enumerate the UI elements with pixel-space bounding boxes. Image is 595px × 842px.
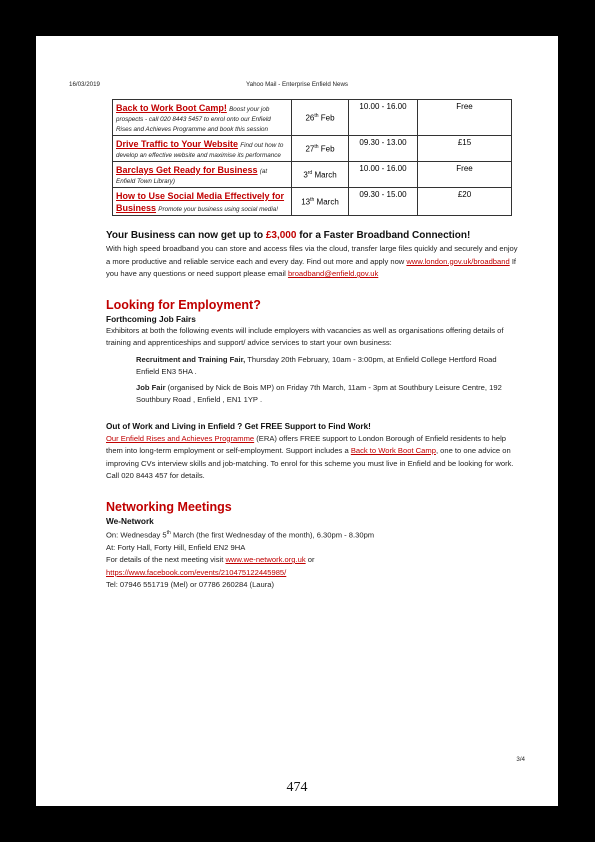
event-row xyxy=(113,188,512,216)
networking-facebook xyxy=(106,567,521,580)
event-description: (at Enfield Town Library) xyxy=(116,167,268,185)
out-of-work-body: Our Enfield Rises and Achieves Programme (ERA) offers FREE support to London Borough of Enfield residents to help them into long-term employment or self-employment. Support includes a Back to Work Boot Camp, one to one advice on improving CVs interview skills and job-matching. To enrol for this scheme you must live in Enfield and be looking for work. Call 020 8443 457 for details. xyxy=(106,433,514,480)
event-price: Free xyxy=(418,162,512,188)
event-title-link[interactable]: Back to Work Boot Camp! xyxy=(116,102,227,113)
event-title-link[interactable]: How to Use Social Media Effectively for Business xyxy=(116,190,285,213)
events-table xyxy=(112,99,512,216)
event-title-link[interactable]: Barclays Get Ready for Business xyxy=(116,164,258,175)
event-time: 09.30 - 15.00 xyxy=(349,188,418,216)
event-price: £20 xyxy=(418,188,512,216)
boot-camp-link[interactable]: Back to Work Boot Camp xyxy=(350,446,436,455)
event-time: 10.00 - 16.00 xyxy=(349,100,418,136)
broadband-heading: Your Business can now get up to £3,000 for a Faster Broadband Connection! xyxy=(106,230,471,241)
networking-venue: At: Forty Hall, Forty Hill, Enfield EN2 9HA xyxy=(106,542,246,552)
event-cell xyxy=(113,188,292,216)
event-price: £15 xyxy=(418,136,512,162)
networking-details: For details of the next meeting visit www.we-network.org.uk or xyxy=(106,555,315,565)
event-cell xyxy=(113,100,292,136)
employment-heading: Looking for Employment? xyxy=(106,297,261,312)
folio-number: 474 xyxy=(286,780,308,795)
event-date: 26th Feb xyxy=(292,100,349,136)
event-cell xyxy=(113,162,292,188)
event-row xyxy=(113,136,512,162)
era-programme-link[interactable]: Our Enfield Rises and Achieves Programme xyxy=(106,433,255,443)
we-network-link[interactable]: www.we-network.org.uk xyxy=(225,555,306,565)
event-description: Find out how to develop an effective website and maximise its performance xyxy=(116,141,284,159)
out-of-work-heading: Out of Work and Living in Enfield ? Get FREE Support to Find Work! xyxy=(106,421,371,431)
event-title-link[interactable]: Drive Traffic to Your Website xyxy=(116,138,239,149)
event-price: Free xyxy=(418,100,512,136)
event-row xyxy=(113,162,512,188)
document-page xyxy=(36,36,558,806)
job-fair-item: Recruitment and Training Fair, Thursday 20th February, 10am - 3:00pm, at Enfield College Hertford Road Enfield EN3 5HA . xyxy=(136,354,497,376)
job-fairs-subheading: Forthcoming Job Fairs xyxy=(106,313,196,324)
event-date: 13th March xyxy=(292,188,349,216)
networking-heading: Networking Meetings xyxy=(106,499,232,514)
print-date: 16/03/2019 xyxy=(69,81,100,88)
broadband-body: With high speed broadband you can store and access files via the cloud, transfer large files quickly and securely and enjoy a more productive and reliable service each and every day. Find out more and apply now www.london.gov.uk/broadband If you have any questions or need support please email broadband@enfield.gov.uk xyxy=(106,244,518,278)
newsletter-content xyxy=(106,99,521,592)
print-title: Yahoo Mail - Enterprise Enfield News xyxy=(245,81,349,88)
we-network-subheading: We-Network xyxy=(106,515,154,526)
job-fairs-list xyxy=(136,354,521,407)
job-fairs-intro: Exhibitors at both the following events will include employers with vacancies as well as organisations offering details of training and apprenticeships and support/ advice services to start your own business: xyxy=(106,325,504,347)
facebook-event-link[interactable]: https://www.facebook.com/events/210475122445985/ xyxy=(106,567,287,577)
print-page-number: 3/4 xyxy=(516,756,525,763)
broadband-email-link[interactable]: broadband@enfield.gov.uk xyxy=(287,269,379,278)
event-description: Boost your job prospects - call 020 8443 5457 to enrol onto our Enfield Rises and Achieves Programme and book this session xyxy=(116,105,271,133)
event-time: 09.30 - 13.00 xyxy=(349,136,418,162)
job-fair-item: Job Fair (organised by Nick de Bois MP) on Friday 7th March, 11am - 3pm at Southbury Leisure Centre, 192 Southbury Road , Enfield , EN1 1YP . xyxy=(136,382,502,404)
event-cell xyxy=(113,136,292,162)
event-description: Promote your business using social media! xyxy=(158,205,278,213)
networking-date: On: Wednesday 5th March (the first Wednesday of the month), 6.30pm - 8.30pm xyxy=(106,529,375,540)
london-broadband-link[interactable]: www.london.gov.uk/broadband xyxy=(406,256,510,266)
event-date: 27th Feb xyxy=(292,136,349,162)
broadband-amount: £3,000 xyxy=(265,230,297,241)
event-row xyxy=(113,100,512,136)
event-date: 3rd March xyxy=(292,162,349,188)
networking-tel: Tel: 07946 551719 (Mel) or 07786 260284 (Laura) xyxy=(106,580,275,590)
event-time: 10.00 - 16.00 xyxy=(349,162,418,188)
